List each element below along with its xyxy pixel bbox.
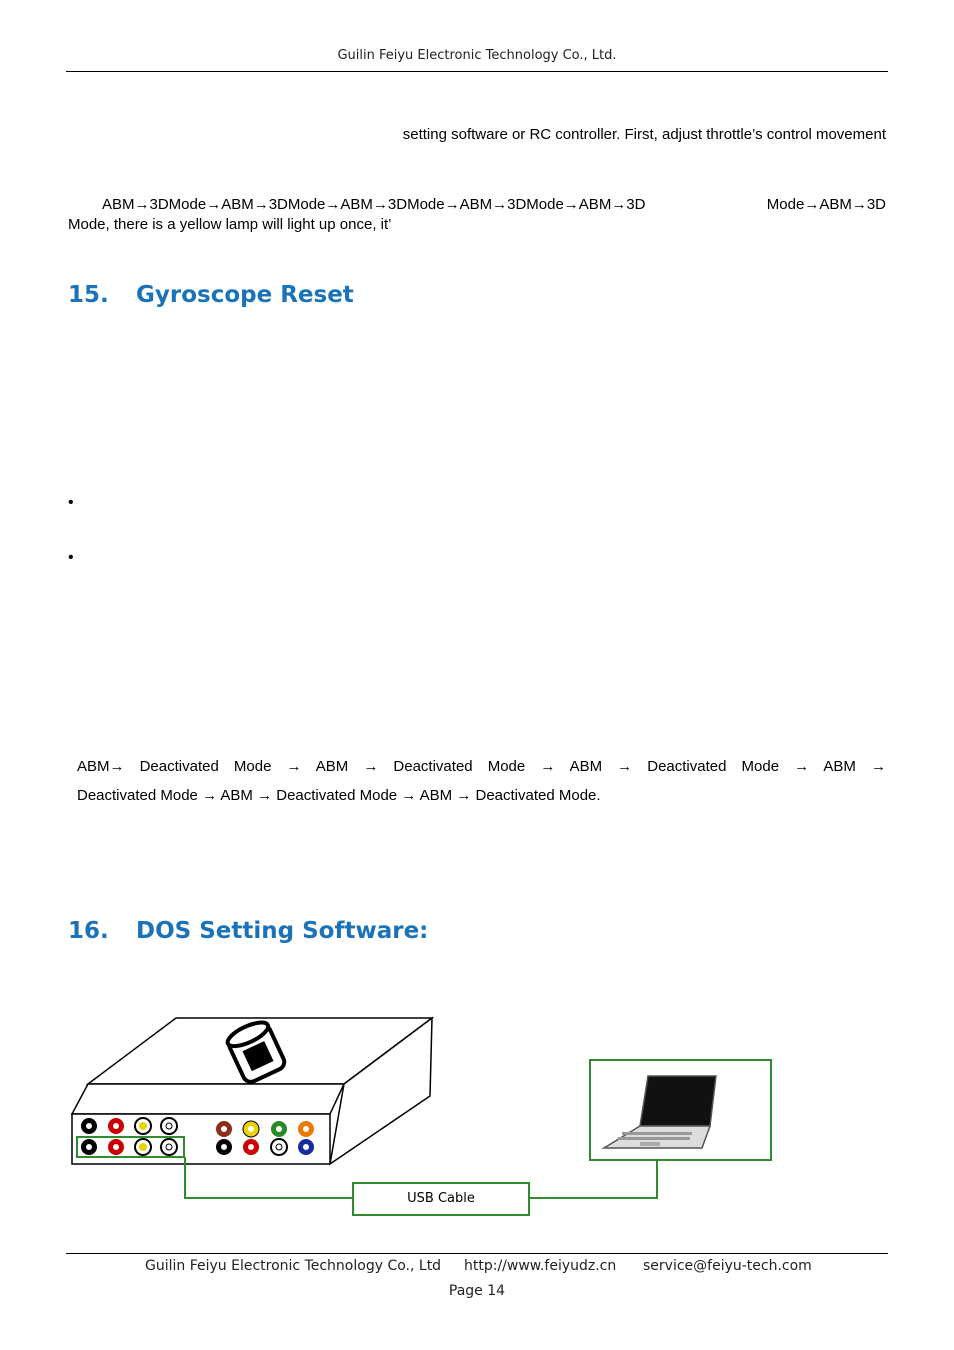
deactivate-line-2: Deactivated Mode → ABM → Deactivated Mode → ABM → Deactivated Mode. <box>77 787 601 804</box>
page-header: Guilin Feiyu Electronic Technology Co., Ltd. <box>337 48 617 63</box>
section-title: DOS Setting Software: <box>136 918 429 944</box>
cable-right <box>530 1160 657 1198</box>
bullet-1: • <box>68 494 74 511</box>
footer-company: Guilin Feiyu Electronic Technology Co., Ltd <box>145 1258 442 1274</box>
section-heading-16 <box>68 918 428 944</box>
body-line-2a: ABM→3DMode→ABM→3DMode→ABM→3DMode→ABM→3DMode→ABM→3D <box>102 196 646 213</box>
footer-rule <box>66 1253 888 1254</box>
section-heading-15 <box>68 282 354 308</box>
footer-url[interactable]: http://www.feiyudz.cn <box>464 1258 617 1274</box>
page-number: Page 14 <box>448 1283 506 1299</box>
footer-email[interactable]: service@feiyu-tech.com <box>643 1258 812 1274</box>
body-line-3: Mode, there is a yellow lamp will light up once, it’ <box>68 216 392 233</box>
section-title: Gyroscope Reset <box>136 282 354 308</box>
bullet-2: • <box>68 549 74 566</box>
body-line-1: setting software or RC controller. First, adjust throttle’s control movement <box>402 126 886 143</box>
section-number: 16. <box>68 918 109 944</box>
body-line-2b: Mode→ABM→3D <box>766 196 886 213</box>
deactivate-line-1: ABM→ Deactivated Mode → ABM → Deactivated Mode → ABM → Deactivated Mode → ABM → <box>77 758 886 775</box>
controller-box-illustration <box>72 1018 432 1164</box>
header-rule <box>66 71 888 72</box>
section-number: 15. <box>68 282 109 308</box>
usb-cable-label: USB Cable <box>352 1182 530 1216</box>
